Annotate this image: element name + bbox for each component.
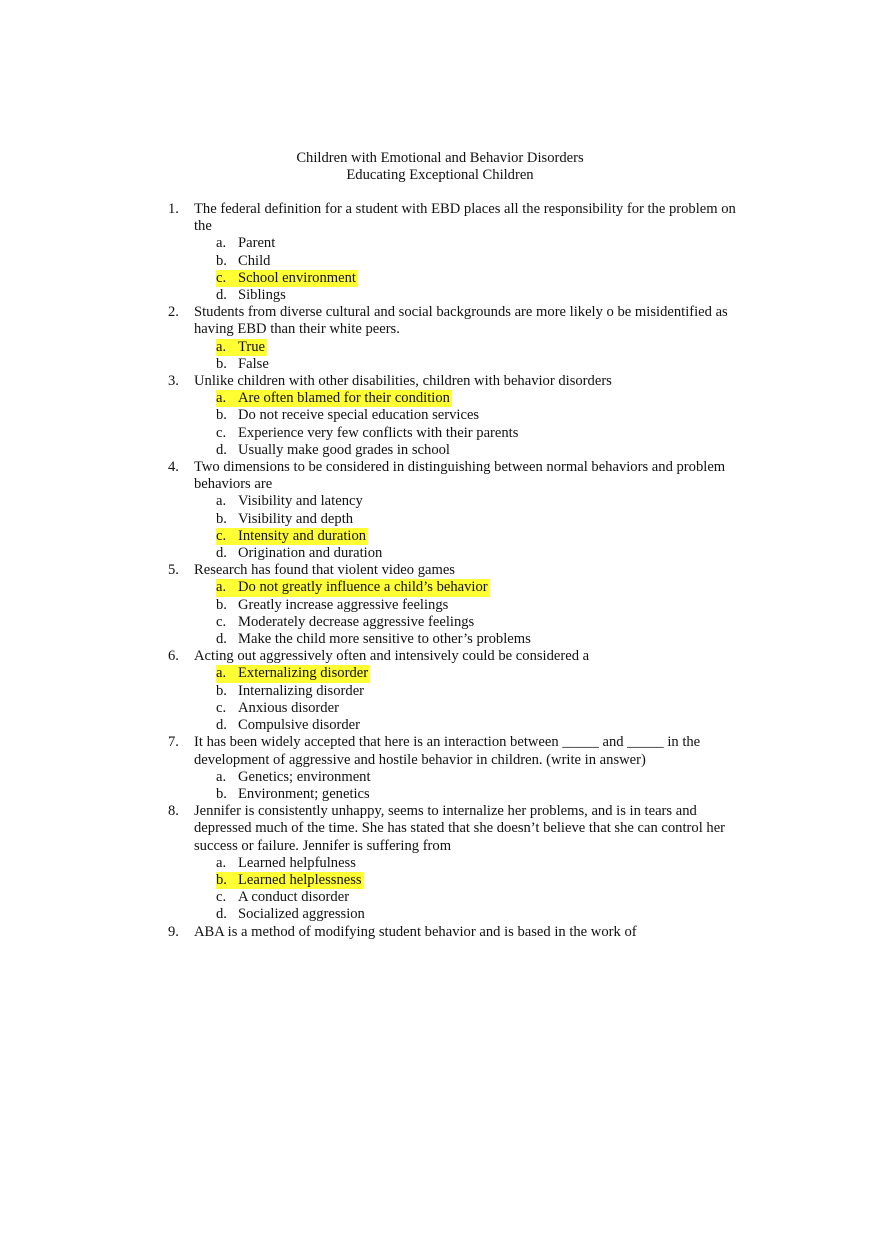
answer-option — [216, 511, 740, 528]
answer-option — [216, 597, 740, 614]
option-text: Genetics; environment — [238, 768, 371, 785]
option-content — [216, 545, 384, 562]
answer-option-highlighted — [216, 528, 740, 545]
question-text: It has been widely accepted that here is an interaction between _____ and _____ in the development of aggressive and hostile behavior in children. (write in answer) — [194, 734, 701, 768]
option-text: Compulsive disorder — [238, 717, 361, 734]
question-number: 4. — [168, 459, 179, 476]
answer-options — [194, 390, 740, 459]
option-content — [216, 579, 490, 596]
answer-option — [216, 906, 740, 923]
answer-options — [194, 339, 740, 373]
option-content — [216, 683, 366, 700]
answer-option — [216, 855, 740, 872]
option-letter: b. — [216, 682, 227, 699]
option-letter: d. — [216, 717, 227, 734]
option-letter: a. — [216, 338, 227, 355]
option-letter: a. — [216, 390, 227, 407]
answer-option — [216, 545, 740, 562]
option-letter: b. — [216, 355, 227, 372]
question-text: Unlike children with other disabilities, children with behavior disorders — [194, 373, 612, 390]
option-letter: c. — [216, 527, 227, 544]
question-text: Jennifer is consistently unhappy, seems to internalize her problems, and is in tears and depressed much of the time. She has stated that she doesn’t believe that she can control her success or failure. Jennifer is suffering from — [194, 803, 726, 854]
answer-option — [216, 287, 740, 304]
question-number: 9. — [168, 923, 179, 940]
option-letter: a. — [216, 768, 227, 785]
option-text: Anxious disorder — [238, 699, 339, 716]
answer-option — [216, 253, 740, 270]
question-item — [168, 648, 740, 734]
question-text: Two dimensions to be considered in distinguishing between normal behaviors and problem behaviors are — [194, 459, 726, 493]
question-number: 1. — [168, 201, 179, 217]
option-text: Do not greatly influence a child’s behavior — [238, 579, 488, 596]
option-text: A conduct disorder — [238, 889, 350, 906]
option-text: Externalizing disorder — [238, 665, 369, 682]
option-text: Origination and duration — [238, 545, 383, 562]
answer-option — [216, 235, 740, 252]
option-letter: c. — [216, 889, 227, 906]
option-content — [216, 235, 277, 252]
question-number: 7. — [168, 734, 179, 751]
option-text: Environment; genetics — [238, 785, 370, 802]
option-letter: d. — [216, 287, 227, 304]
question-item — [168, 459, 740, 562]
option-text: Intensity and duration — [238, 527, 367, 544]
option-content — [216, 528, 368, 545]
option-text: Socialized aggression — [238, 906, 365, 923]
answer-option — [216, 717, 740, 734]
option-text: Moderately decrease aggressive feelings — [238, 613, 475, 630]
option-content — [216, 253, 272, 270]
answer-options — [194, 855, 740, 924]
answer-option — [216, 425, 740, 442]
option-text: Do not receive special education services — [238, 407, 480, 424]
option-content — [216, 339, 267, 356]
question-number: 2. — [168, 304, 179, 321]
option-content — [216, 889, 351, 906]
answer-option — [216, 700, 740, 717]
option-text: School environment — [238, 269, 356, 286]
answer-option — [216, 786, 740, 803]
option-letter: c. — [216, 613, 227, 630]
option-content — [216, 390, 452, 407]
option-text: Are often blamed for their condition — [238, 390, 450, 407]
option-letter: c. — [216, 269, 227, 286]
question-item — [168, 734, 740, 803]
answer-option — [216, 614, 740, 631]
option-letter: b. — [216, 871, 227, 888]
option-letter: d. — [216, 906, 227, 923]
answer-options — [194, 579, 740, 648]
answer-option-highlighted — [216, 665, 740, 682]
question-text: Acting out aggressively often and intensively could be considered a — [194, 648, 590, 665]
answer-options — [194, 235, 740, 304]
option-letter: c. — [216, 699, 227, 716]
option-content — [216, 786, 372, 803]
question-item — [168, 924, 740, 941]
option-text: Make the child more sensitive to other’s problems — [238, 631, 531, 648]
option-text: False — [238, 355, 269, 372]
option-text: Usually make good grades in school — [238, 441, 450, 458]
option-letter: b. — [216, 252, 227, 269]
answer-option-highlighted — [216, 390, 740, 407]
option-content — [216, 872, 364, 889]
question-item — [168, 562, 740, 648]
option-content — [216, 597, 450, 614]
option-letter: a. — [216, 493, 227, 510]
option-letter: b. — [216, 510, 227, 527]
option-letter: a. — [216, 579, 227, 596]
option-text: Learned helpfulness — [238, 854, 356, 871]
answer-options — [194, 769, 740, 803]
question-number: 8. — [168, 803, 179, 820]
title-block — [0, 150, 880, 184]
answer-option — [216, 683, 740, 700]
option-content — [216, 493, 365, 510]
answer-option-highlighted — [216, 579, 740, 596]
answer-option — [216, 493, 740, 510]
option-content — [216, 769, 373, 786]
question-item — [168, 201, 740, 304]
question-number: 6. — [168, 648, 179, 665]
answer-options — [194, 665, 740, 734]
option-content — [216, 356, 271, 373]
document-subtitle: Educating Exceptional Children — [346, 167, 534, 183]
answer-options — [194, 493, 740, 562]
question-list — [168, 201, 740, 941]
option-text: Learned helplessness — [238, 871, 362, 888]
option-text: Siblings — [238, 287, 286, 304]
option-text: Internalizing disorder — [238, 682, 365, 699]
option-content — [216, 855, 358, 872]
option-text: Visibility and depth — [238, 510, 354, 527]
answer-option-highlighted — [216, 339, 740, 356]
option-text: Child — [238, 252, 271, 269]
question-item — [168, 373, 740, 459]
option-content — [216, 614, 476, 631]
question-text: The federal definition for a student with EBD places all the responsibility for the problem on the — [194, 201, 736, 235]
option-letter: d. — [216, 441, 227, 458]
option-content — [216, 906, 367, 923]
option-content — [216, 717, 362, 734]
answer-option — [216, 631, 740, 648]
option-letter: d. — [216, 545, 227, 562]
answer-option — [216, 356, 740, 373]
answer-option — [216, 407, 740, 424]
question-number: 5. — [168, 562, 179, 579]
option-letter: b. — [216, 407, 227, 424]
option-content — [216, 442, 452, 459]
answer-option — [216, 889, 740, 906]
option-letter: a. — [216, 235, 227, 252]
answer-option-highlighted — [216, 872, 740, 889]
option-letter: a. — [216, 854, 227, 871]
option-text: Parent — [238, 235, 276, 252]
option-content — [216, 270, 358, 287]
question-text: Research has found that violent video games — [194, 562, 455, 579]
option-content — [216, 511, 355, 528]
option-text: Greatly increase aggressive feelings — [238, 596, 449, 613]
answer-option — [216, 442, 740, 459]
option-content — [216, 425, 520, 442]
question-item — [168, 803, 740, 923]
document-title: Children with Emotional and Behavior Disorders — [296, 150, 584, 166]
answer-option — [216, 769, 740, 786]
option-text: True — [238, 338, 266, 355]
question-text: Students from diverse cultural and social backgrounds are more likely o be misidentified as having EBD than their white peers. — [194, 304, 728, 338]
option-letter: a. — [216, 665, 227, 682]
question-number: 3. — [168, 373, 179, 390]
option-letter: c. — [216, 424, 227, 441]
question-item — [168, 304, 740, 373]
option-content — [216, 631, 533, 648]
option-letter: b. — [216, 596, 227, 613]
option-content — [216, 665, 370, 682]
option-content — [216, 700, 341, 717]
option-content — [216, 287, 288, 304]
option-letter: b. — [216, 785, 227, 802]
option-text: Visibility and latency — [238, 493, 363, 510]
option-text: Experience very few conflicts with their parents — [238, 424, 519, 441]
option-content — [216, 407, 481, 424]
answer-option-highlighted — [216, 270, 740, 287]
question-text: ABA is a method of modifying student behavior and is based in the work of — [194, 923, 637, 940]
option-letter: d. — [216, 631, 227, 648]
